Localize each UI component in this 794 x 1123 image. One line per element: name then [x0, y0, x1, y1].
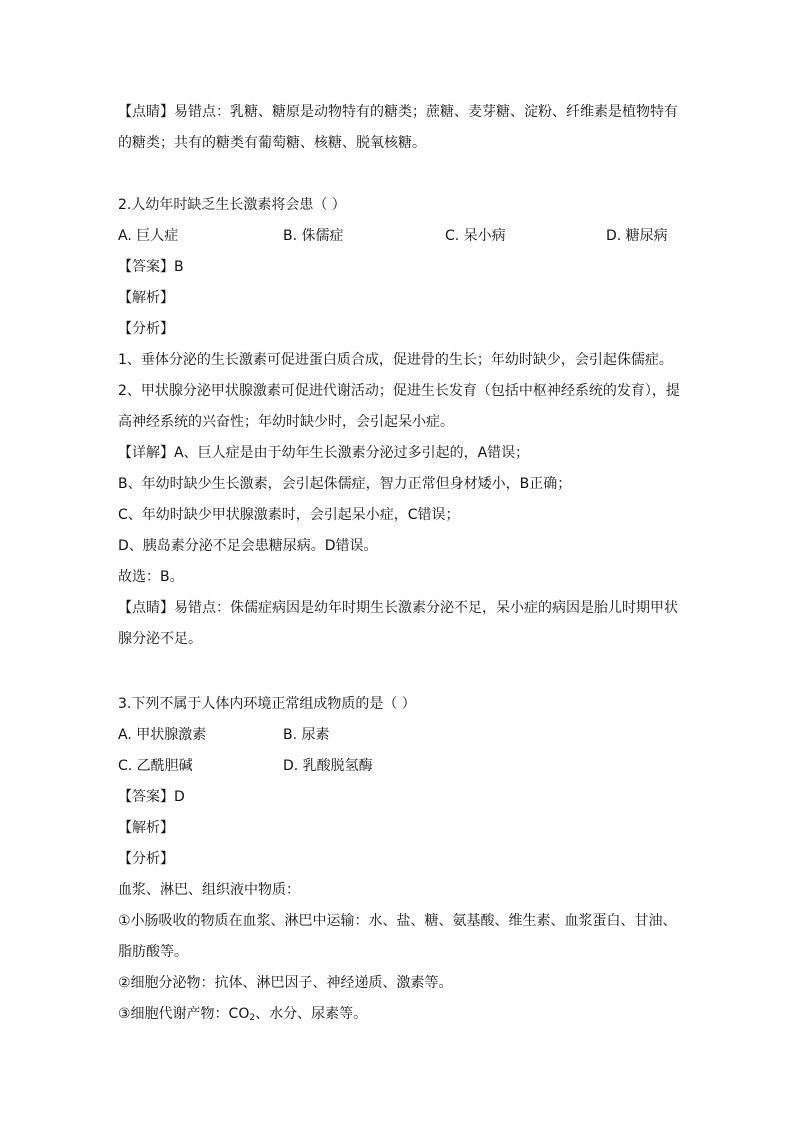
dianjing-line: 腺分泌不足。 — [118, 631, 202, 647]
analysis-point-2: 2、甲状腺分泌甲状腺激素可促进代谢活动；促进生长发育（包括中枢神经系统的发育），提 — [118, 383, 680, 399]
options-row — [118, 751, 678, 782]
option-c: C. 呆小病 — [445, 228, 506, 244]
question-stem: 3.下列不属于人体内环境正常组成物质的是（ ） — [118, 696, 416, 712]
analysis-item-3 — [118, 999, 678, 1030]
detail-d: D、胰岛素分泌不足会患糖尿病。D错误。 — [118, 538, 378, 554]
analysis-subheading: 【分析】 — [118, 321, 174, 337]
item-3-suffix: 、水分、尿素等。 — [255, 1006, 368, 1022]
answer: 【答案】D — [118, 789, 185, 805]
question-2 — [118, 190, 678, 655]
option-a: A. 甲状腺激素 — [118, 727, 207, 743]
final-choice: 故选：B。 — [118, 569, 184, 585]
analysis-subheading: 【分析】 — [118, 851, 174, 867]
answer: 【答案】B — [118, 259, 184, 275]
analysis-intro: 血浆、淋巴、组织液中物质： — [118, 882, 300, 898]
item-3-prefix: ③细胞代谢产物：CO — [118, 1006, 250, 1022]
detail-b: B、年幼时缺少生长激素，会引起侏儒症，智力正常但身材矮小，B正确； — [118, 476, 572, 492]
analysis-point-1: 1、垂体分泌的生长激素可促进蛋白质合成，促进骨的生长；年幼时缺少，会引起侏儒症。 — [118, 352, 673, 368]
options-row — [118, 221, 678, 252]
option-b: B. 侏儒症 — [283, 228, 344, 244]
analysis-item-1: ①小肠吸收的物质在血浆、淋巴中运输：水、盐、糖、氨基酸、维生素、血浆蛋白、甘油、 — [118, 913, 677, 929]
options-row — [118, 720, 678, 751]
question-3 — [118, 689, 678, 1030]
detail-c: C、年幼时缺少甲状腺激素时，会引起呆小症，C错误； — [118, 507, 460, 523]
co2-subscript: 2 — [249, 1013, 256, 1023]
option-d: D. 乳酸脱氢酶 — [283, 758, 373, 774]
option-a: A. 巨人症 — [118, 228, 179, 244]
dianjing-line: 【点睛】易错点：侏儒症病因是幼年时期生长激素分泌不足，呆小症的病因是胎儿时期甲状 — [118, 600, 678, 616]
dianjing-line: 【点睛】易错点：乳糖、糖原是动物特有的糖类；蔗糖、麦芽糖、淀粉、纤维素是植物特有 — [118, 104, 678, 120]
analysis-item-2: ②细胞分泌物：抗体、淋巴因子、神经递质、激素等。 — [118, 975, 453, 991]
question-stem: 2.人幼年时缺乏生长激素将会患（ ） — [118, 197, 346, 213]
detail-a: 【详解】A、巨人症是由于幼年生长激素分泌过多引起的，A错误； — [118, 445, 530, 461]
section-1-dianjing — [118, 97, 678, 159]
analysis-item-1-cont: 脂肪酸等。 — [118, 944, 188, 960]
analysis-heading: 【解析】 — [118, 290, 174, 306]
analysis-heading: 【解析】 — [118, 820, 174, 836]
option-d: D. 糖尿病 — [606, 228, 668, 244]
dianjing-line: 的糖类；共有的糖类有葡萄糖、核糖、脱氧核糖。 — [118, 135, 426, 151]
analysis-point-2-cont: 高神经系统的兴奋性；年幼时缺少时，会引起呆小症。 — [118, 414, 454, 430]
option-c: C. 乙酰胆碱 — [118, 758, 193, 774]
option-b: B. 尿素 — [283, 727, 330, 743]
